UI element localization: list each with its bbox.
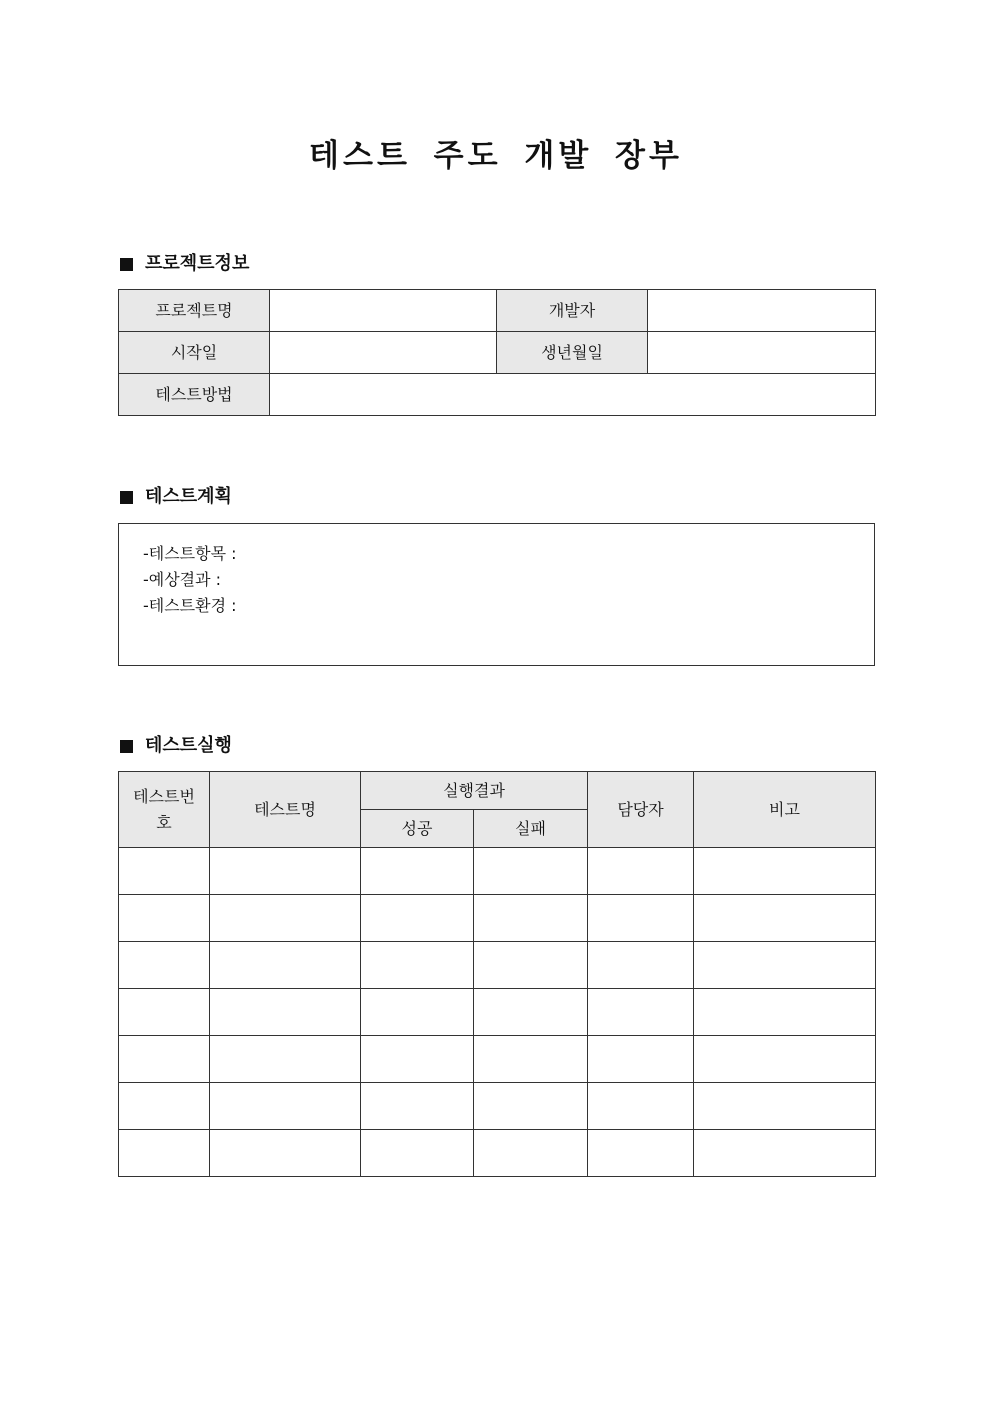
test-number-cell[interactable] [119, 848, 210, 895]
owner-cell[interactable] [588, 989, 694, 1036]
project-info-heading-text: 프로젝트정보 [145, 253, 250, 274]
success-cell[interactable] [361, 848, 474, 895]
remarks-cell[interactable] [694, 989, 876, 1036]
project-name-label: 프로젝트명 [119, 290, 270, 332]
owner-cell[interactable] [588, 895, 694, 942]
remarks-cell[interactable] [694, 942, 876, 989]
success-header: 성공 [361, 810, 474, 848]
failure-cell[interactable] [474, 942, 588, 989]
remarks-cell[interactable] [694, 1036, 876, 1083]
table-row [119, 374, 876, 416]
project-name-field[interactable] [270, 290, 497, 332]
test-name-cell[interactable] [210, 942, 361, 989]
test-method-field[interactable] [270, 374, 876, 416]
black-square-icon [120, 491, 133, 504]
remarks-cell[interactable] [694, 1083, 876, 1130]
remarks-cell[interactable] [694, 1130, 876, 1177]
table-row [119, 989, 876, 1036]
failure-cell[interactable] [474, 989, 588, 1036]
owner-cell[interactable] [588, 848, 694, 895]
project-info-table [118, 289, 876, 416]
developer-field[interactable] [648, 290, 876, 332]
test-execution-table [118, 771, 876, 1177]
test-name-header: 테스트명 [210, 772, 361, 848]
table-row [119, 290, 876, 332]
test-method-label: 테스트방법 [119, 374, 270, 416]
remarks-header: 비고 [694, 772, 876, 848]
failure-cell[interactable] [474, 895, 588, 942]
project-info-heading [120, 251, 249, 277]
birth-date-label: 생년월일 [497, 332, 648, 374]
developer-label: 개발자 [497, 290, 648, 332]
failure-cell[interactable] [474, 1083, 588, 1130]
test-number-cell[interactable] [119, 1036, 210, 1083]
test-number-cell[interactable] [119, 942, 210, 989]
test-name-cell[interactable] [210, 1036, 361, 1083]
table-row [119, 848, 876, 895]
table-row [119, 942, 876, 989]
test-number-cell[interactable] [119, 895, 210, 942]
table-row [119, 1130, 876, 1177]
table-header-row [119, 772, 876, 810]
expected-result-line: -예상결과 : [143, 570, 222, 589]
test-number-cell[interactable] [119, 1083, 210, 1130]
table-row [119, 1083, 876, 1130]
failure-cell[interactable] [474, 848, 588, 895]
black-square-icon [120, 740, 133, 753]
birth-date-field[interactable] [648, 332, 876, 374]
test-execution-heading-text: 테스트실행 [145, 735, 232, 756]
test-number-header: 테스트번호 [119, 772, 210, 848]
failure-cell[interactable] [474, 1130, 588, 1177]
success-cell[interactable] [361, 895, 474, 942]
remarks-cell[interactable] [694, 848, 876, 895]
document-title: 테스트 주도 개발 장부 [309, 138, 683, 174]
success-cell[interactable] [361, 989, 474, 1036]
start-date-field[interactable] [270, 332, 497, 374]
table-row [119, 895, 876, 942]
owner-cell[interactable] [588, 1083, 694, 1130]
start-date-label: 시작일 [119, 332, 270, 374]
result-header: 실행결과 [361, 772, 588, 810]
test-name-cell[interactable] [210, 848, 361, 895]
test-name-cell[interactable] [210, 989, 361, 1036]
test-environment-line: -테스트환경 : [143, 596, 237, 615]
owner-cell[interactable] [588, 1130, 694, 1177]
owner-header: 담당자 [588, 772, 694, 848]
test-execution-body [119, 848, 876, 1177]
success-cell[interactable] [361, 1083, 474, 1130]
test-items-line: -테스트항목 : [143, 544, 237, 563]
test-number-cell[interactable] [119, 989, 210, 1036]
table-row [119, 1036, 876, 1083]
failure-cell[interactable] [474, 1036, 588, 1083]
test-name-cell[interactable] [210, 895, 361, 942]
test-name-cell[interactable] [210, 1083, 361, 1130]
test-plan-box[interactable] [118, 523, 875, 666]
table-row [119, 332, 876, 374]
owner-cell[interactable] [588, 942, 694, 989]
remarks-cell[interactable] [694, 895, 876, 942]
test-plan-heading-text: 테스트계획 [145, 486, 232, 507]
success-cell[interactable] [361, 1130, 474, 1177]
test-name-cell[interactable] [210, 1130, 361, 1177]
failure-header: 실패 [474, 810, 588, 848]
test-execution-heading [120, 733, 232, 759]
success-cell[interactable] [361, 942, 474, 989]
test-plan-heading [120, 484, 232, 510]
owner-cell[interactable] [588, 1036, 694, 1083]
success-cell[interactable] [361, 1036, 474, 1083]
test-number-cell[interactable] [119, 1130, 210, 1177]
black-square-icon [120, 258, 133, 271]
